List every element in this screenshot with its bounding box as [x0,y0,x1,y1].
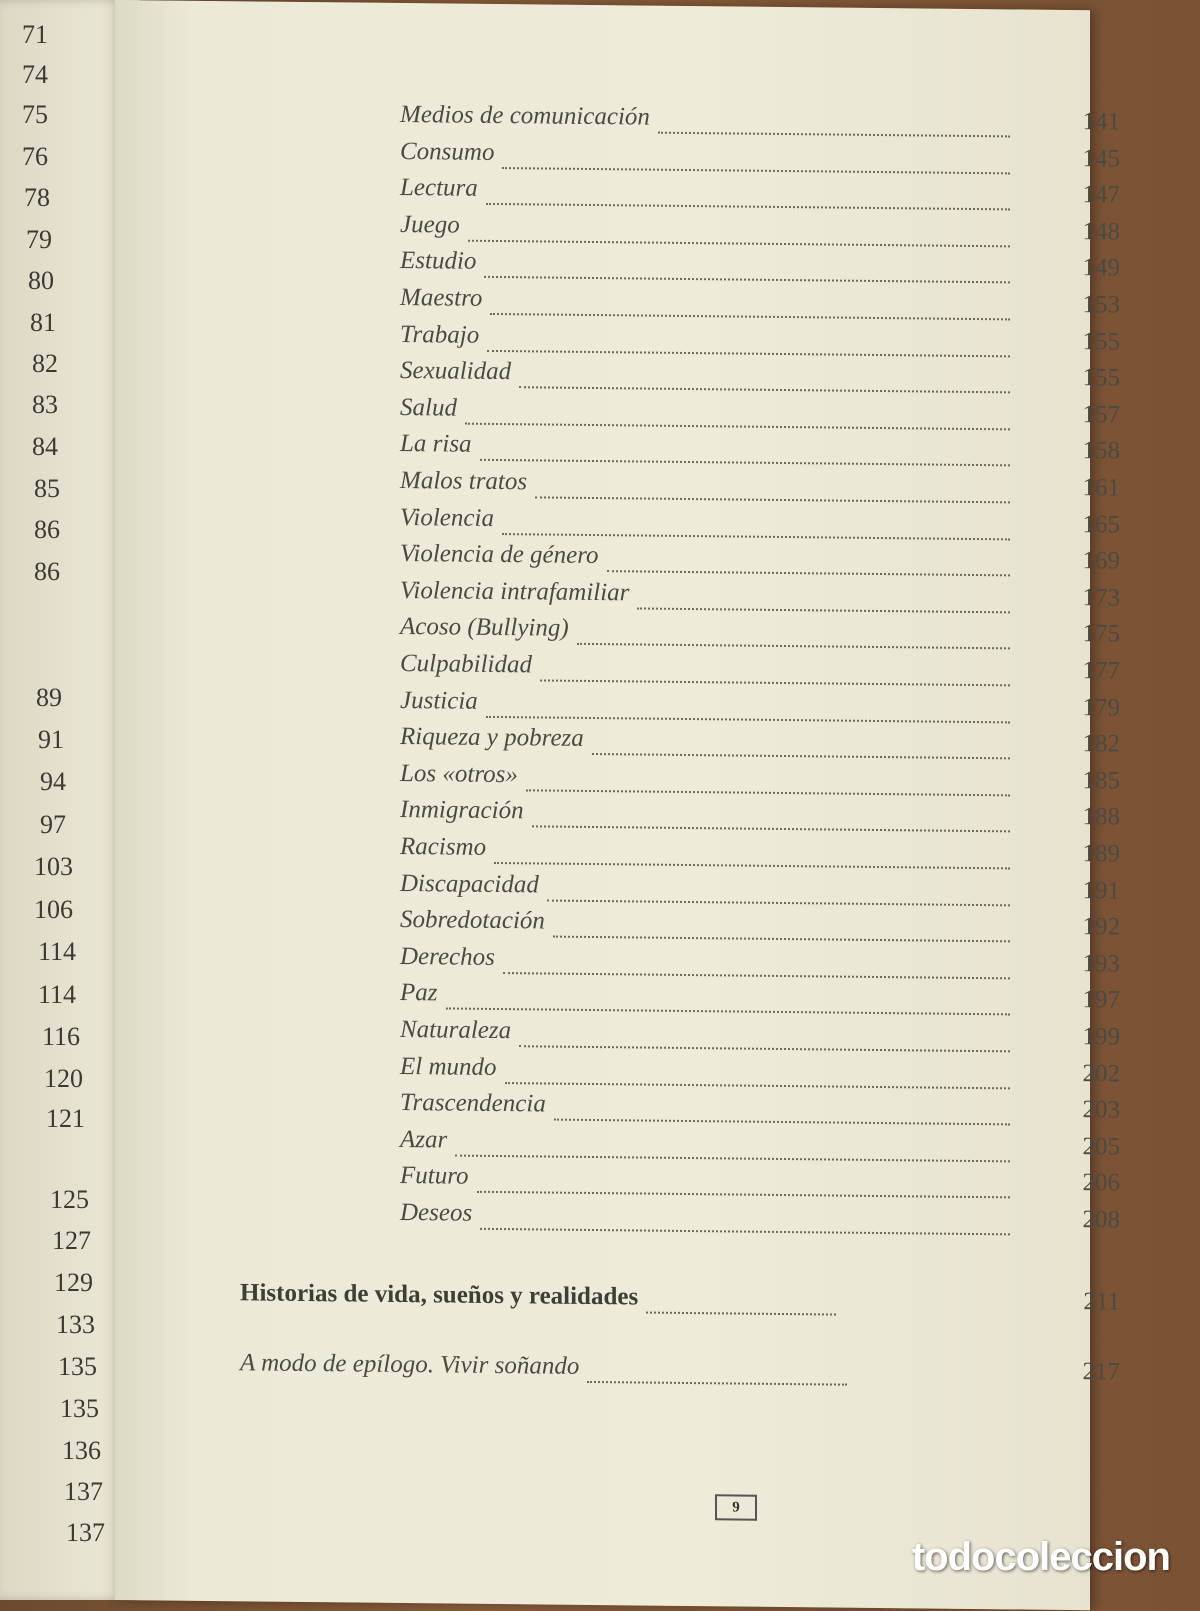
leader-dots [494,862,1010,869]
toc-entry-title: Maestro [400,283,483,312]
toc-entry-page: 147 [1082,181,1120,209]
toc-entry-page: 153 [1082,291,1120,319]
toc-entry-page: 141 [1082,108,1120,136]
leader-dots [607,570,1010,576]
toc-entry-title: Lectura [400,174,478,202]
toc-entry-title: Naturaleza [400,1015,512,1045]
toc-entry-title: Racismo [400,832,487,861]
toc-entry-page: 149 [1082,254,1120,282]
section-historias [240,1279,1120,1324]
leader-dots [502,167,1010,174]
leader-dots [535,496,1010,503]
left-page-number: 84 [32,432,58,461]
leader-dots [486,715,1010,722]
toc-entry-title: Riqueza y pobreza [400,723,584,753]
left-page-number: 106 [34,895,73,924]
leader-dots [484,276,1010,284]
section-title: A modo de epílogo. Vivir soñando [240,1349,580,1380]
toc-entry-title: Futuro [400,1162,469,1191]
toc-entry-page: 197 [1082,986,1120,1014]
toc-entry-title: Violencia [400,503,494,532]
toc-entry-title: Sobredotación [400,906,545,935]
left-page-number: 120 [44,1064,83,1093]
toc-entry-title: Consumo [400,137,495,166]
toc-entry-title: Culpabilidad [400,649,532,679]
toc-entry-page: 199 [1082,1023,1120,1051]
toc-entry-page: 165 [1082,510,1120,539]
left-page-number: 86 [34,557,60,586]
leader-dots [502,533,1010,540]
left-page-number: 91 [38,725,64,754]
left-page-number: 116 [42,1022,81,1051]
folio-page-number: 9 [715,1494,757,1520]
leader-dots [519,386,1010,393]
page-number: 211 [1083,1288,1120,1316]
left-page-number: 94 [40,767,66,796]
toc-entry-page: 157 [1082,400,1120,429]
toc-entry-page: 155 [1082,327,1120,356]
left-page-number: 121 [46,1104,85,1133]
left-page-number: 135 [58,1352,97,1381]
toc-entry-title: Sexualidad [400,357,512,386]
toc-entry-page: 175 [1082,620,1120,648]
toc-entry-page: 155 [1082,364,1120,392]
leader-dots [486,203,1010,210]
left-page-number: 125 [50,1185,89,1214]
toc-entry-page: 202 [1082,1059,1120,1088]
left-page-number: 75 [22,100,48,129]
toc-entry-title: Azar [400,1125,448,1154]
watermark-logo: todocoleccion [911,1535,1170,1579]
left-page-number: 133 [56,1310,95,1339]
leader-dots [577,643,1010,650]
toc-entry-title: Derechos [400,942,495,971]
toc-entry-title: Deseos [400,1198,473,1227]
toc-entry-page: 177 [1082,657,1120,685]
toc-entry-title: Discapacidad [400,869,539,899]
toc-entry-title: La risa [400,430,472,459]
toc-entry-page: 148 [1082,217,1120,246]
left-page-number: 71 [22,20,48,49]
left-page-number: 129 [54,1268,93,1297]
toc-entry-title: Inmigración [400,796,524,825]
toc-entry-title: Trascendencia [400,1089,546,1118]
leader-dots [658,132,1010,138]
toc-entry-page: 179 [1082,693,1120,722]
left-page-number: 79 [26,225,52,254]
toc-entry-page: 169 [1082,547,1120,575]
toc-entry-page: 205 [1082,1132,1120,1161]
section-title: Historias de vida, sueños y realidades [240,1279,639,1311]
leader-dots [468,239,1010,247]
left-page-number: 97 [40,810,66,839]
left-page-number: 103 [34,852,73,881]
toc-entry-title: Justicia [400,686,478,715]
toc-entry-page: 206 [1082,1169,1120,1197]
toc-entry-page: 191 [1082,876,1120,905]
toc-entry-page: 161 [1082,474,1120,502]
leader-dots [553,936,1010,943]
toc-entry-title: Violencia de género [400,540,599,570]
leader-dots [505,1082,1010,1089]
toc-entry-page: 158 [1082,437,1120,465]
toc-entry-title: Estudio [400,247,477,276]
leader-dots [519,1045,1010,1052]
toc-entry-title: Salud [400,393,457,422]
leader-dots [477,1191,1010,1199]
leader-dots [547,899,1010,906]
leader-dots [587,1381,847,1386]
left-page-number: 114 [38,980,77,1009]
leader-dots [554,1119,1010,1126]
left-page-number: 85 [34,474,60,503]
toc-entry-title: Malos tratos [400,466,528,496]
toc-entry-page: 185 [1082,766,1120,795]
leader-dots [592,753,1010,759]
leader-dots [465,422,1010,430]
right-page [115,0,1120,1610]
leader-dots [540,679,1010,686]
left-page-number: 135 [60,1394,99,1423]
left-page-number: 137 [66,1518,105,1547]
table-of-contents [400,100,1120,1234]
left-page-number: 86 [34,515,60,544]
left-page-number: 83 [32,390,58,419]
leader-dots [490,313,1010,320]
leader-dots [503,972,1010,979]
toc-entry-title: Trabajo [400,320,480,349]
left-page-number: 127 [52,1226,91,1255]
left-page-number: 89 [36,683,62,712]
left-page-number: 78 [24,183,50,212]
leader-dots [526,789,1010,796]
left-page-number: 114 [38,937,77,966]
toc-entry-page: 193 [1082,949,1120,978]
leader-dots [480,459,1010,467]
toc-entry-page: 203 [1082,1096,1120,1124]
left-page-number: 74 [22,60,48,89]
leader-dots [532,826,1010,833]
toc-entry-title: Violencia intrafamiliar [400,576,630,607]
toc-entry-title: Juego [400,210,460,239]
leader-dots [637,607,1010,613]
left-page-number: 80 [28,266,54,295]
toc-entry-page: 208 [1082,1206,1120,1234]
left-page-number: 81 [30,308,56,337]
toc-entry [400,1199,1120,1243]
toc-entry-title: Paz [400,979,438,1007]
toc-entry-page: 188 [1082,803,1120,831]
left-page-number: 137 [64,1477,103,1506]
toc-entry-page: 173 [1082,583,1120,612]
leader-dots [646,1312,836,1316]
toc-entry-title: Los «otros» [400,759,518,789]
leader-dots [455,1154,1010,1162]
toc-entry-page: 145 [1082,144,1120,173]
toc-entry-page: 189 [1082,840,1120,868]
page-number: 217 [1082,1358,1120,1386]
leader-dots [487,349,1010,356]
leader-dots [480,1228,1010,1236]
toc-entry-title: El mundo [400,1052,497,1081]
toc-entry-title: Medios de comunicación [400,100,650,131]
toc-entry-page: 182 [1082,730,1120,758]
left-page-number: 76 [22,142,48,171]
left-page-number: 82 [32,349,58,378]
leader-dots [446,1008,1010,1016]
left-page-number: 136 [62,1436,101,1465]
section-epilogo [240,1349,1120,1394]
toc-entry-title: Acoso (Bullying) [400,613,569,643]
toc-entry-page: 192 [1082,913,1120,941]
